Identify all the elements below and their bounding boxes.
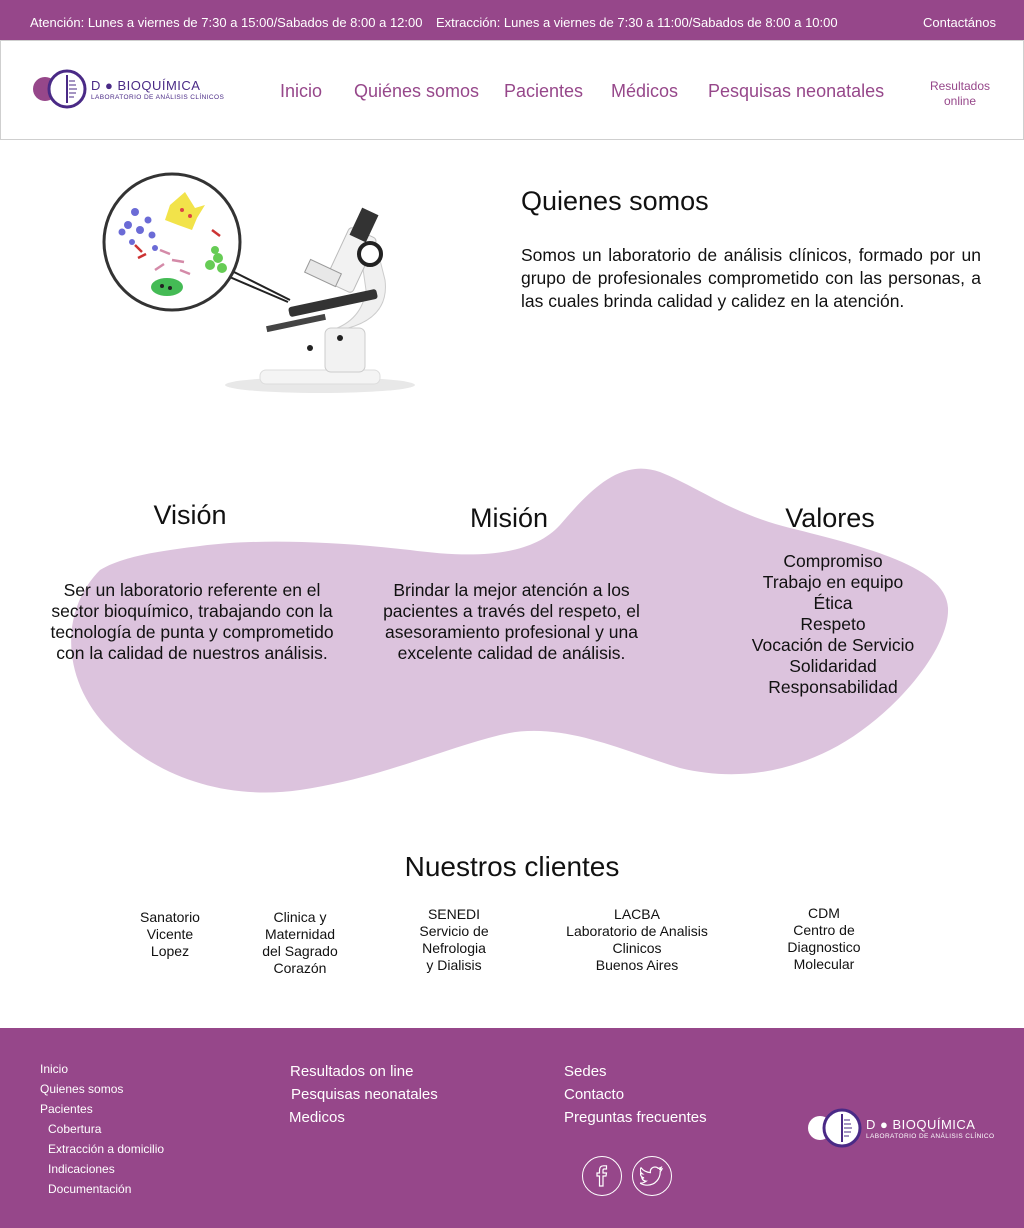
value-item: Responsabilidad <box>768 677 898 697</box>
footer-link-quienes-somos[interactable]: Quienes somos <box>40 1082 124 1096</box>
logo-mark-icon <box>806 1108 862 1148</box>
value-item: Solidaridad <box>789 656 877 676</box>
footer-logo[interactable] <box>806 1108 994 1148</box>
attention-hours: Atención: Lunes a viernes de 7:30 a 15:00/Sabados de 8:00 a 12:00 <box>30 15 423 30</box>
footer-link-contacto[interactable]: Contacto <box>564 1086 625 1103</box>
logo-mark-icon <box>31 69 87 109</box>
logo-tagline: LABORATORIO DE ANÁLISIS CLÍNICOS <box>91 93 225 101</box>
client-item: Clinica y Maternidad del Sagrado Corazón <box>262 909 338 976</box>
nav-medicos[interactable]: Médicos <box>611 81 679 101</box>
clients-title: Nuestros clientes <box>404 851 620 882</box>
extraction-hours: Extracción: Lunes a viernes de 7:30 a 11:00/Sabados de 8:00 a 10:00 <box>436 15 838 30</box>
vision-title: Visión <box>153 500 227 530</box>
results-online-link[interactable]: Resultados online <box>929 79 991 108</box>
footer-link-sedes[interactable]: Sedes <box>564 1063 607 1080</box>
nav-quienes-somos[interactable]: Quiénes somos <box>354 81 480 101</box>
mission-text: Brindar la mejor atención a los pacientes a través del respeto, el asesoramiento profesional y una excelente calidad de análisis. <box>383 580 640 663</box>
site-footer <box>0 1028 1024 1228</box>
footer-logo-name: D ● BIOQUÍMICA <box>866 1116 976 1132</box>
footer-link-documentacion[interactable]: Documentación <box>48 1182 132 1196</box>
value-item: Compromiso <box>783 551 883 571</box>
nav-inicio[interactable]: Inicio <box>280 81 323 101</box>
microscope-icon <box>100 170 420 400</box>
top-info-bar <box>0 0 1024 40</box>
value-item: Trabajo en equipo <box>762 572 904 592</box>
footer-link-resultados-online[interactable]: Resultados on line <box>290 1063 414 1080</box>
client-item: SENEDI Servicio de Nefrologia y Dialisis <box>419 906 489 973</box>
footer-link-indicaciones[interactable]: Indicaciones <box>48 1162 115 1176</box>
footer-link-inicio[interactable]: Inicio <box>40 1062 69 1076</box>
nav-pesquisas-neonatales[interactable]: Pesquisas neonatales <box>708 81 885 101</box>
logo[interactable] <box>31 69 224 109</box>
values-title: Valores <box>785 503 875 533</box>
contact-link[interactable]: Contactános <box>923 15 996 30</box>
footer-link-medicos[interactable]: Medicos <box>289 1109 345 1126</box>
twitter-icon[interactable] <box>632 1156 672 1196</box>
nav-pacientes[interactable]: Pacientes <box>504 81 584 101</box>
footer-logo-tagline: LABORATORIO DE ANÁLISIS CLÍNICO <box>866 1132 995 1140</box>
microscope-illustration <box>100 170 420 400</box>
value-item: Respeto <box>800 614 866 634</box>
value-item: Vocación de Servicio <box>751 635 915 655</box>
logo-name: D ● BIOQUÍMICA <box>91 77 201 93</box>
client-item: LACBA Laboratorio de Analisis Clinicos Buenos Aires <box>566 906 708 973</box>
values-list <box>733 551 933 698</box>
footer-link-extraccion-domicilio[interactable]: Extracción a domicilio <box>48 1142 165 1156</box>
client-item: CDM Centro de Diagnostico Molecular <box>787 905 861 972</box>
facebook-icon[interactable] <box>582 1156 622 1196</box>
client-item: Sanatorio Vicente Lopez <box>140 909 200 959</box>
footer-link-preguntas-frecuentes[interactable]: Preguntas frecuentes <box>564 1109 707 1126</box>
about-title: Quienes somos <box>521 186 709 216</box>
mission-title: Misión <box>469 503 549 533</box>
about-text: Somos un laboratorio de análisis clínicos, formado por un grupo de profesionales comprometido con las personas, a las cuales brinda calidad y calidez en la atención. <box>521 245 981 311</box>
vision-text: Ser un laboratorio referente en el sector bioquímico, trabajando con la tecnología de punta y comprometido con la calidad de nuestros análisis. <box>50 580 334 663</box>
footer-link-pesquisas-neonatales[interactable]: Pesquisas neonatales <box>291 1086 438 1103</box>
value-item: Ética <box>813 593 853 613</box>
site-header <box>0 40 1024 140</box>
footer-link-cobertura[interactable]: Cobertura <box>48 1122 102 1136</box>
footer-link-pacientes[interactable]: Pacientes <box>40 1102 93 1116</box>
